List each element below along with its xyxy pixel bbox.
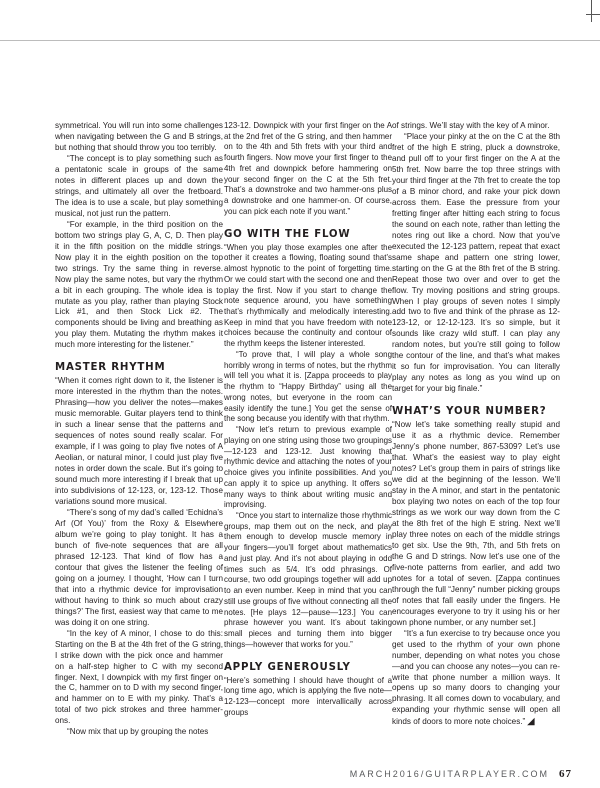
page-number: 67 <box>559 768 572 780</box>
paragraph: “Here’s something I should have thought of a long time ago, which is applying the five note—12-123—concept more intervallically across groups <box>224 675 392 717</box>
paragraph: symmetrical. You will run into some challenges when navigating between the G and B strings, but nothing that should throw you too terribly. <box>55 121 223 152</box>
paragraph: “When you play those examples one after the other it creates a flowing, floating sound that’s almost hypnotic to the point of forgetting time. Or we could start with the second one and then play the first. Now if you start to change the note sequence around, you have something that’s rhythmically and melodically interesting. Keep in mind that you have freedom with note choices because the continuity and contour of the rhythm keeps the listener interested. <box>224 242 392 349</box>
paragraph: “In the key of A minor, I chose to do this: Starting on the B at the 4th fret of the G string, I strike down with the pick once and hammer on a half-step higher to C with my second finger. Next, I downpick with my first finger on the C, hammer on to D with my second finger, and hammer on to E with my pinky. That’s a total of two pick strokes and three hammer-ons. <box>55 628 223 726</box>
crop-mark <box>578 0 600 24</box>
paragraph: “Once you start to internalize those rhythmic groups, map them out on the neck, and play them enough to develop muscle memory in your fingers—you’ll forget about mathematics and just play. And it’s not about playing in odd times such as 5/4. It’s odd phrasings. Of course, two odd groupings together will add up to an even number. Keep in mind that you can still use groups of five without connecting all the notes. [He plays 12—pause—123.] You can phrase however you want. It’s about taking small pieces and turning them into bigger things—however that works for you.” <box>224 510 392 649</box>
paragraph: of strings. We’ll stay with the key of A minor. <box>392 121 550 130</box>
paragraph: “To prove that, I will play a whole song horribly wrong in terms of notes, but the rhythm will tell you what it is. [Zappa proceeds to play the rhythm to “Happy Birthday” using all the wrong notes, but everyone in the room can easily identify the tune.] You get the sense of the song because you identify with that rhythm. <box>224 349 392 424</box>
paragraph: “Place your pinky at the on the C at the 8th fret of the high E string, pluck a downstroke, and pull off to your first finger on the A at the 5th fret. Now barre the top three strings with your third finger at the 7th fret to create the top of a B minor chord, and rake your pick down across them. Ease the pressure from your fretting finger after hitting each string to focus the sound on each note, rather than letting the notes ring out like a chord. Now that you’ve executed the 12-123 pattern, repeat that exact same shape and pattern one string lower, starting on the G at the 8th fret of the B string. Repeat those two over and over to get the flow. Try moving positions and string groups. When I play groups of seven notes I simply add two to five and think of the phrase as 12-123-12, or 12-12-123. It’s so simple, but it sounds like crazy wild stuff. I can play any random notes, but you’re still going to follow the contour of the line, and that’s what makes it so fun for improvisation. You can literally play any notes as long as you wind up on target for your big finale.” <box>392 131 560 394</box>
page-footer <box>350 768 572 780</box>
paragraph: “There’s song of my dad’s called ‘Echidna’s Arf (Of You)’ from the Roxy & Elsewhere album we’re going to play tonight. It has a bunch of five-note sequences that are all phrased 12-123. That kind of flow has a contour that gives the listener the feeling of going on a journey. I thought, ‘How can I turn that into a rhythmic device for improvisation without having to think so much about crazy things?’ The first, easiest way that came to me was doing it on one string. <box>55 507 223 627</box>
paragraph-text: “It’s a fun exercise to try because once you get used to the rhythm of your own phone number, depending on what notes you chose—and you can choose any notes—you can re-write that phone number a million ways. It opens up so many doors to changing your phrasing. It all comes down to vocabulary, and expanding your rhythmic sense will open all kinds of doors to more note choices.” <box>392 628 560 727</box>
article-column-1 <box>55 121 223 738</box>
paragraph: 123-12. Downpick with your first finger on the A at the 2nd fret of the G string, and then hammer on to the 4th and 5th frets with your third and fourth fingers. Now move your first finger to the 4th fret and downpick before hammering on your second finger on the C at the 5th fret. That’s a downstroke and two hammer-ons plus a downstroke and one hammer-on. Of course, you can pick each note if you want.” <box>224 121 392 216</box>
paragraph: “Now mix that up by grouping the notes <box>67 727 209 737</box>
end-mark-icon: ◢ <box>527 716 535 727</box>
section-heading-whats-your-number: WHAT’S YOUR NUMBER? <box>392 406 547 418</box>
article-column-3 <box>392 121 560 728</box>
section-heading-apply-generously: APPLY GENEROUSLY <box>224 661 351 673</box>
paragraph: “Now let’s return to previous example of playing on one string using those two groupings—12-123 and 123-12. Just knowing that rhythmic device and attaching the notes of your choice gives you infinite possibilities. And you can apply it to spice up anything. It offers so many ways to think about writing music and improvising. <box>224 425 392 510</box>
paragraph <box>392 629 560 729</box>
paragraph: “The concept is to play something such as a pentatonic scale in groups of the same notes in different places up and down the strings, and ultimately all over the fretboard. The idea is to use a scale, but play something musical, not just run the pattern. <box>55 153 223 218</box>
paragraph: “For example, in the third position on the bottom two strings play G, A, C, D. Then play it in the fifth position on the middle strings. Now play it in the eighth position on the top two strings. Try the same thing in reverse. Now play the same notes, but vary the rhythm a bit in each grouping. The whole idea is to mutate as you play, rather than playing Stock Lick #1, and then Stock Lick #2. The components should be living and breathing as you play them. Mutating the rhythm makes it much more interesting for the listener.” <box>55 219 223 350</box>
section-heading-master-rhythm: MASTER RHYTHM <box>55 362 166 374</box>
header-band <box>0 0 600 40</box>
footer-issue-url: MARCH2016/GUITARPLAYER.COM <box>349 769 549 779</box>
header-divider <box>0 40 600 41</box>
section-heading-go-with-the-flow: GO WITH THE FLOW <box>224 228 351 240</box>
article-column-2 <box>224 121 392 718</box>
paragraph: “Now let’s take something really stupid and use it as a rhythmic device. Remember Jenny’s phone number, 867-5309? Let’s use that. What’s the easiest way to play eight notes? Let’s group them in pairs of strings like we did at the beginning of the lesson. We’ll stay in the A minor, and start in the pentatonic box playing two notes on each of the top four strings as we work our way down from the C at the 8th fret of the high E string. Next we’ll play three notes on each of the middle strings to get six. Use the 9th, 7th, and 5th frets on the G and D strings. Now let’s use one of the five-note patterns from earlier, and add two notes for a total of seven. [Zappa continues through the full “Jenny” number picking groups of notes that fall easily under the fingers. He encourages everyone to try it using his or her own phone number, or any number set.] <box>392 420 560 627</box>
paragraph: “When it comes right down to it, the listener is more interested in the rhythm than the notes. Phrasing—how you deliver the notes—makes music memorable. Guitar players tend to think in such a linear sense that the patterns and sequences of notes sound really scalar. For example, if I was going to play five notes of A Aeolian, or natural minor, I could just play five notes in order down the scale. But it’s going to sound much more interesting if I break that up into subdivisions of 12-123, or, 123-12. Those variations sound more musical. <box>55 376 223 506</box>
